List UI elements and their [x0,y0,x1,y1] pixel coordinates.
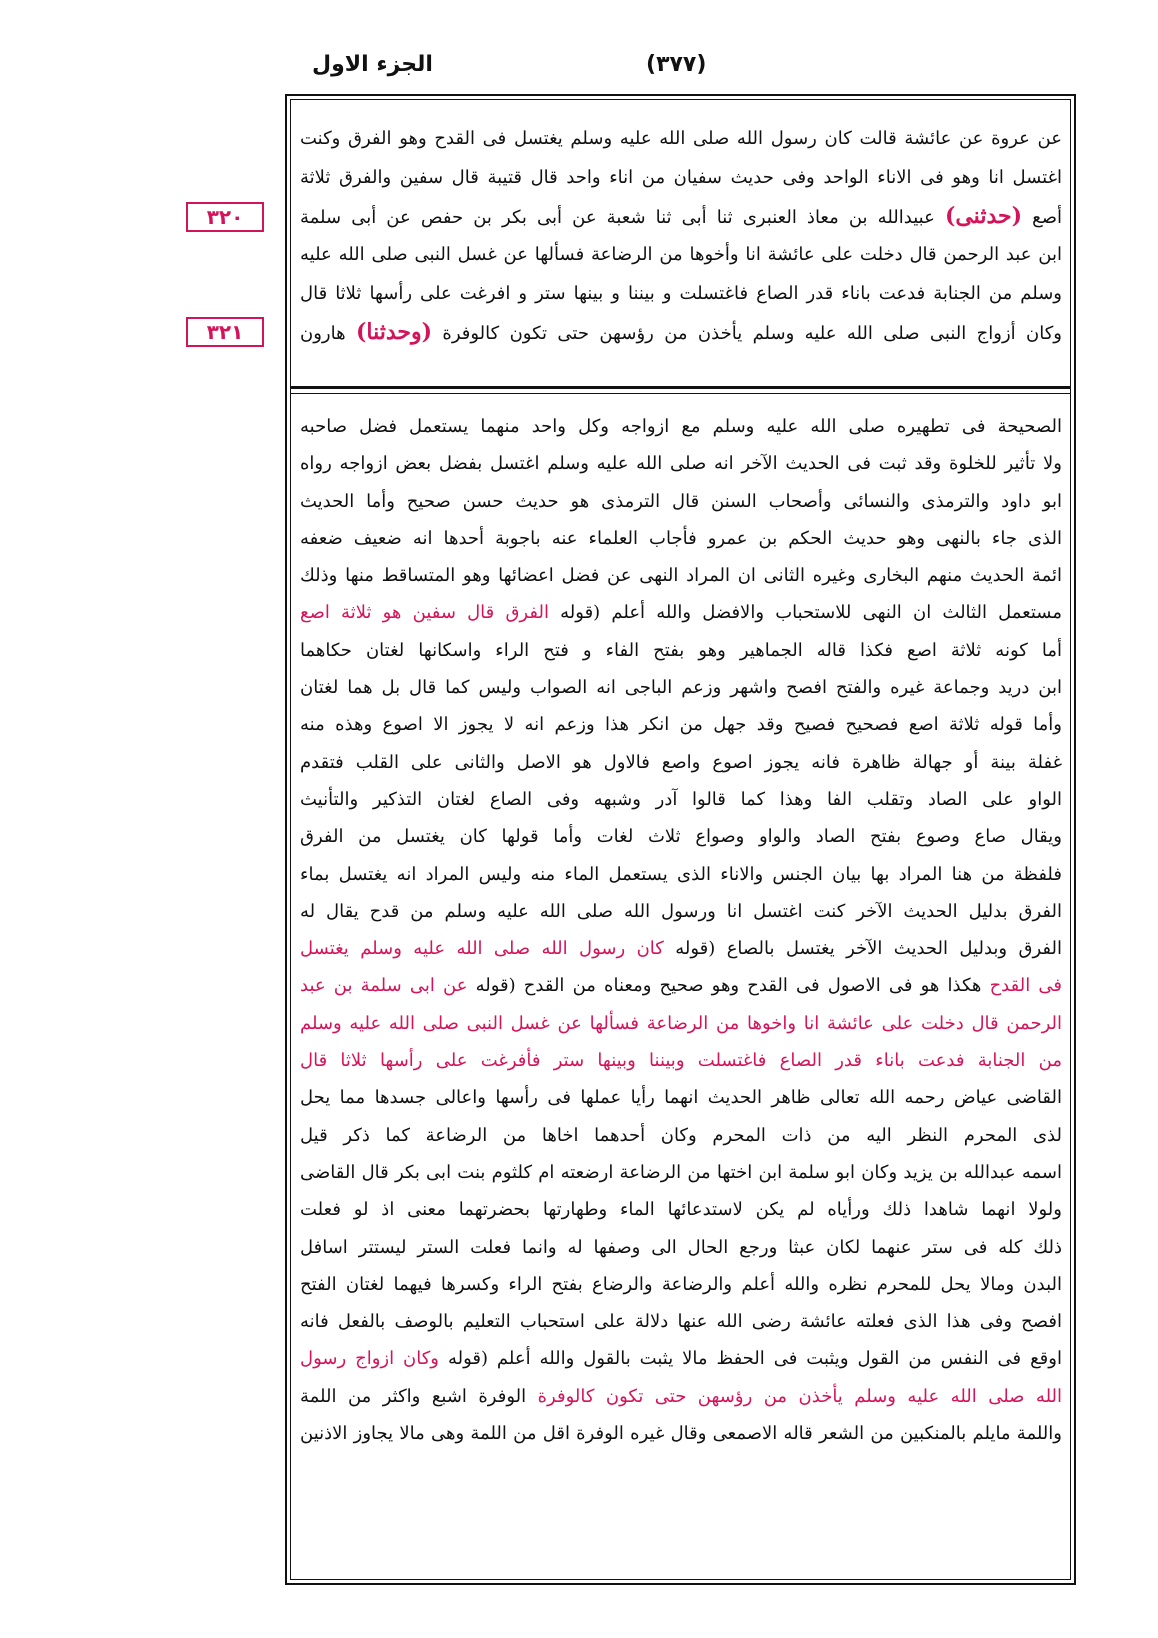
text-span: هكذا هو فى الاصول فى القدح وهو صحيح ومعناه من القدح (قوله [475,975,982,997]
text-line: اسمه عبدالله بن يزيد وكان ابو سلمة ابن اختها من الرضاعة ارضعته ام كلثوم بنت ابى بكر قال القاضى [300,1161,1062,1183]
text-line: عن عروة عن عائشة قالت كان رسول الله صلى الله عليه وسلم يغتسل فى القدح وهو الفرق وكنت [300,128,1062,149]
text-line [300,1378,1062,1415]
text-line [300,1340,1062,1377]
text-line [300,197,1062,236]
text-span: وكان أزواج النبى صلى الله عليه وسلم يأخذن من رؤسهن حتى تكون كالوفرة [442,323,1062,345]
quoted-phrase: الله صلى الله عليه وسلم يأخذن من رؤسهن حتى تكون كالوفرة [537,1385,1062,1407]
text-line [300,313,1062,352]
quoted-phrase: وكان ازواج رسول [300,1348,439,1370]
text-line: الفرق بدليل الحديث الآخر كنت اغتسل انا ورسول الله صلى الله عليه وسلم من قدح يقال له [300,900,1062,922]
text-line: البدن ومالا يحل للمحرم نظره والله أعلم والرضاعة والرضاع بفتح الراء وكسرها فيهما لغتان الفتح [300,1273,1062,1295]
hadith-text [300,120,1062,352]
quoted-phrase: فى القدح [989,975,1062,997]
text-span: أصع [1032,207,1062,229]
quoted-phrase: الفرق قال سفين هو ثلاثة اصع [300,602,549,624]
text-line [300,967,1062,1004]
text-line: ذلك كله فى ستر عنهما لكان عبثا ورجع الحال الى وصفها له وانما فعلت الستر ليستتر اسافل [300,1236,1062,1258]
text-span: اوقع فى النفس من القول ويثبت فى الحفظ مالا يثبت بالقول والله أعلم (قوله [447,1348,1062,1370]
quoted-phrase: كان رسول الله صلى الله عليه وسلم يغتسل [300,938,664,960]
commentary-text [300,408,1062,1452]
text-line: اغتسل انا وهو فى الاناء الواحد وفى حديث سفيان من اناء واحد قال قتيبة قال سفين والفرق ثلاثة [300,166,1062,188]
quoted-phrase: عن ابى سلمة بن عبد [300,975,468,997]
narration-keyword: (حدثنى) [944,203,1023,230]
text-line [300,930,1062,967]
text-line: واللمة مايلم بالمنكبين من الشعر قاله الاصمعى وقال غيره الوفرة اقل من اللمة وهى مالا يجاوز الاذنين [300,1423,1062,1445]
text-line [300,594,1062,631]
section-divider [290,386,1071,394]
text-span: الفرق وبدليل الحديث الآخر يغتسل بالصاع (قوله [675,938,1062,960]
text-line: ابو داود والترمذى والنسائى وأصحاب السنن قال الترمذى هو حديث حسن صحيح وأما الحديث [300,490,1062,512]
text-line: الذى جاء بالنهى وهو حديث الحكم بن عمرو فأجاب العلماء عنه باجوبة أحدها انه ضعيف ضعفه [300,527,1062,549]
text-line: الصحيحة فى تطهيره صلى الله عليه وسلم مع ازواجه وكل واحد منهما يستعمل فضل صاحبه [300,416,1062,437]
text-line: الواو على الصاد وتقلب الفا وهذا كما قالوا آدر وشبهه وفى الصاع لغتان التذكير والتأنيث [300,788,1062,810]
text-line: ابن عبد الرحمن قال دخلت على عائشة انا وأخوها من الرضاعة فسألها عن غسل النبى صلى الله عليه [300,244,1062,266]
text-line: القاضى عياض رحمه الله تعالى ظاهر الحديث انهما رأيا عملها فى رأسها واعالى جسدها مما يحل [300,1087,1062,1109]
quoted-line: الرحمن قال دخلت على عائشة انا واخوها من الرضاعة فسألها عن غسل النبى صلى الله عليه وسلم [300,1012,1062,1034]
text-span: هارون [300,323,346,345]
text-line: غفلة بينة أو جهالة ظاهرة فانه يجوز اصوع واصع فالاول هو الاصل والثانى على القلب فتقدم [300,751,1062,773]
text-line: وسلم من الجنابة فدعت باناء قدر الصاع فاغتسلت و بيننا و بينها ستر و افرغت على رأسها ثلاثا قال [300,282,1062,304]
text-line: فلفظة من هنا المراد بها بيان الجنس والاناء الذى يستعمل الماء منه وليس المراد انه يغتسل بماء [300,863,1062,885]
text-line: أما كونه ثلاثة اصع فكذا قاله الجماهير وهو بفتح الفاء و فتح الراء واسكانها لغتان حكاهما [300,639,1062,661]
text-span: الوفرة اشبع واكثر من اللمة [300,1385,527,1407]
text-line: ابن دريد وجماعة غيره والفتح افصح واشهر وزعم الباجى انه الصواب وليس كما قال بل هما لغتان [300,677,1062,699]
text-line: وأما قوله ثلاثة اصع فصحيح فصيح وقد جهل من انكر هذا وزعم انه لا يجوز الا اصوع وهذه منه [300,714,1062,736]
text-span: مستعمل الثالث ان النهى للاستحباب والافضل والله أعلم (قوله [560,602,1062,624]
text-line: ولولا انهما شاهدا ذلك ورأياه لم يكن لاستدعائها الماء وطهارتها بحضرتهما معنى اذ لو فعلت [300,1199,1062,1221]
volume-label: الجزء الاول [312,52,433,77]
text-line: ولا تأثير للخلوة وقد ثبت فى الحديث الآخر انه صلى الله عليه وسلم اغتسل بفضل بعض ازواجه رواه [300,453,1062,475]
text-span: عبيدالله بن معاذ العنبرى ثنا أبى ثنا شعبة عن أبى بكر بن حفص عن أبى سلمة [300,207,935,229]
text-line: ائمة الحديث منهم البخارى وغيره الثانى ان المراد النهى عن فضل اعضائها وهو المتساقط منها وذلك [300,565,1062,587]
hadith-number-badge: ٣٢١ [186,317,264,347]
page-number: (٣٧٧) [646,52,707,77]
text-line: افصح وفى هذا الذى فعلته عائشة رضى الله عنها دلالة على استحباب التعليم بالوصف بالفعل فانه [300,1311,1062,1333]
text-line: ويقال صاع وصوع بفتح الصاد والواو وصواع ثلاث لغات وأما قولها كان يغتسل من الفرق [300,826,1062,848]
hadith-number-badge: ٣٢٠ [186,202,264,232]
quoted-line: من الجنابة فدعت باناء قدر الصاع فاغتسلت وبيننا وبينها ستر فأفرغت على رأسها ثلاثا قال [300,1050,1062,1072]
narration-keyword: (وحدثنا) [355,319,433,346]
text-line: لذى المحرم النظر اليه من ذات المحرم وكان أحدهما اخاها من الرضاعة كما ذكر قيل [300,1124,1062,1146]
